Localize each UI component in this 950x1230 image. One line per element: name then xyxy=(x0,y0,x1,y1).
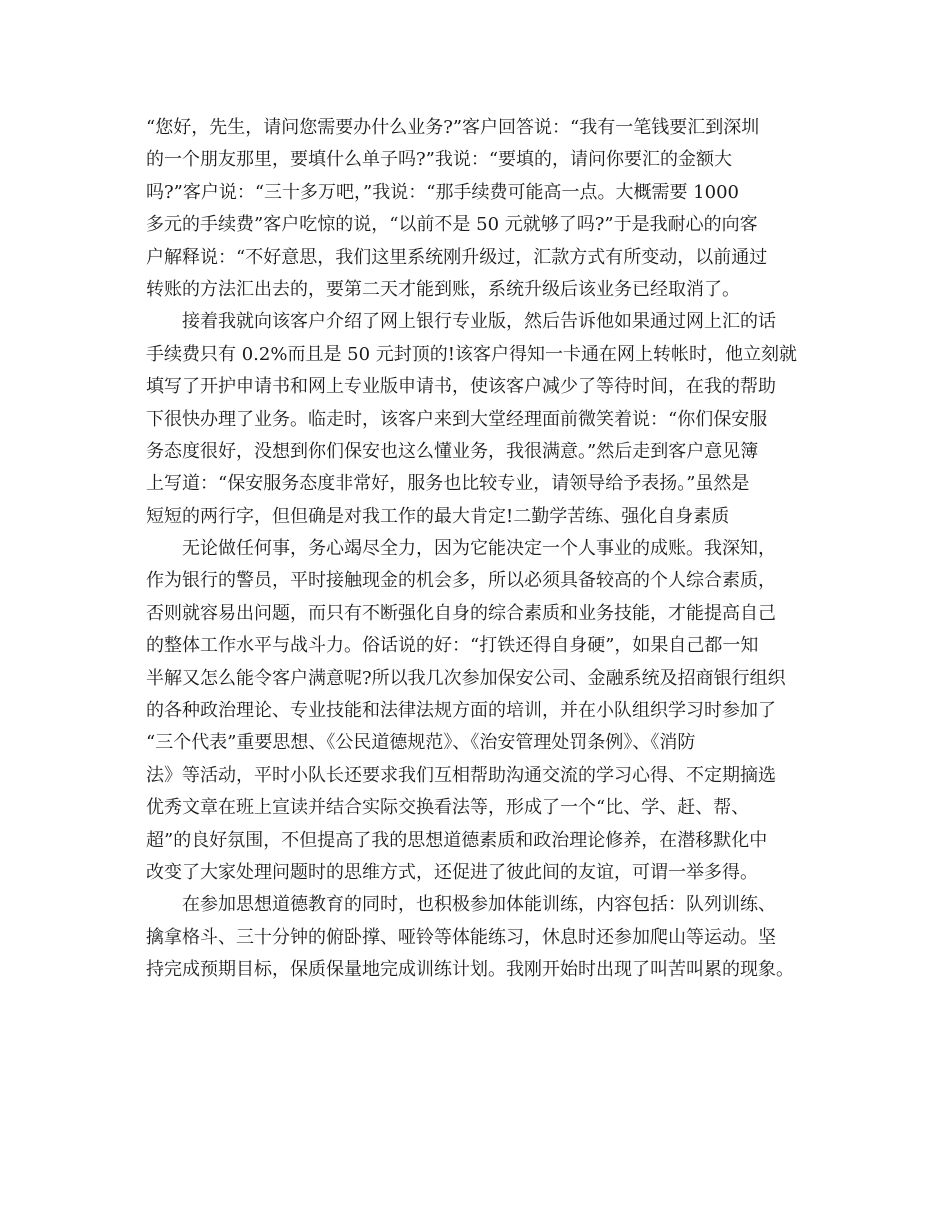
text-line: 的整体工作水平与战斗力。俗话说的好：“打铁还得自身硬”，如果自己都一知 xyxy=(146,635,759,657)
text-line: 的各种政治理论、专业技能和法律法规方面的培训，并在小队组织学习时参加了 xyxy=(146,700,776,722)
text-line: 作为银行的警员，平时接触现金的机会多，所以必须具备较高的个人综合素质， xyxy=(146,570,776,592)
text-line: 下很快办理了业务。临走时，该客户来到大堂经理面前微笑着说：“你们保安服 xyxy=(146,408,768,430)
text-line: 户解释说：“不好意思，我们这里系统刚升级过，汇款方式有所变动，以前通过 xyxy=(146,246,768,268)
text-line: 无论做任何事，务心竭尽全力，因为它能决定一个人事业的成账。我深知， xyxy=(146,538,776,560)
text-line: 在参加思想道德教育的同时，也积极参加体能训练，内容包括：队列训练、 xyxy=(146,894,776,916)
text-line: 的一个朋友那里，要填什么单子吗?”我说：“要填的，请问你要汇的金额大 xyxy=(146,149,733,171)
text-line: 转账的方法汇出去的，要第二天才能到账，系统升级后该业务已经取消了。 xyxy=(146,278,740,300)
text-line: 手续费只有 0.2%而且是 50 元封顶的!该客户得知一卡通在网上转帐时，他立刻就 xyxy=(146,343,798,365)
text-line: 持完成预期目标，保质保量地完成训练计划。我刚开始时出现了叫苦叫累的现象。 xyxy=(146,959,794,981)
text-line: 改变了大家处理问题时的思维方式，还促进了彼此间的友谊，可谓一举多得。 xyxy=(146,861,758,883)
text-line: “您好，先生，请问您需要办什么业务?”客户回答说：“我有一笔钱要汇到深圳 xyxy=(146,117,760,138)
text-line: “三个代表”重要思想、《公民道德规范》、《治安管理处罚条例》、《消防 xyxy=(146,732,696,754)
text-line: 务态度很好，没想到你们保安也这么懂业务，我很满意。”然后走到客户意见簿 xyxy=(146,440,759,462)
text-line: 法》等活动，平时小队长还要求我们互相帮助沟通交流的学习心得、不定期摘选 xyxy=(146,764,776,786)
text-line: 半解又怎么能令客户满意呢?所以我几次参加保安公司、金融系统及招商银行组织 xyxy=(146,667,786,689)
text-line: 擒拿格斗、三十分钟的俯卧撑、哑铃等体能练习，休息时还参加爬山等运动。坚 xyxy=(146,926,776,948)
text-line: 多元的手续费”客户吃惊的说，“以前不是 50 元就够了吗?”于是我耐心的向客 xyxy=(146,214,758,236)
text-line: 上写道：“保安服务态度非常好，服务也比较专业，请领导给予表扬。”虽然是 xyxy=(146,473,750,495)
text-line: 填写了开护申请书和网上专业版申请书，使该客户减少了等待时间，在我的帮助 xyxy=(146,376,776,398)
text-line: 否则就容易出问题，而只有不断强化自身的综合素质和业务技能，才能提高自己 xyxy=(146,602,776,624)
text-line: 吗?”客户说：“三十多万吧，”我说：“那手续费可能高一点。大概需要 1000 xyxy=(146,181,739,203)
document-body xyxy=(146,112,806,987)
text-line: 接着我就向该客户介绍了网上银行专业版，然后告诉他如果通过网上汇的话 xyxy=(146,311,776,333)
text-line: 优秀文章在班上宣读并结合实际交换看法等，形成了一个“比、学、赶、帮、 xyxy=(146,797,750,819)
text-line: 短短的两行字，但但确是对我工作的最大肯定!二勤学苦练、强化自身素质 xyxy=(146,505,730,527)
text-line: 超”的良好氛围，不但提高了我的思想道德素质和政治理论修养，在潜移默化中 xyxy=(146,829,768,851)
